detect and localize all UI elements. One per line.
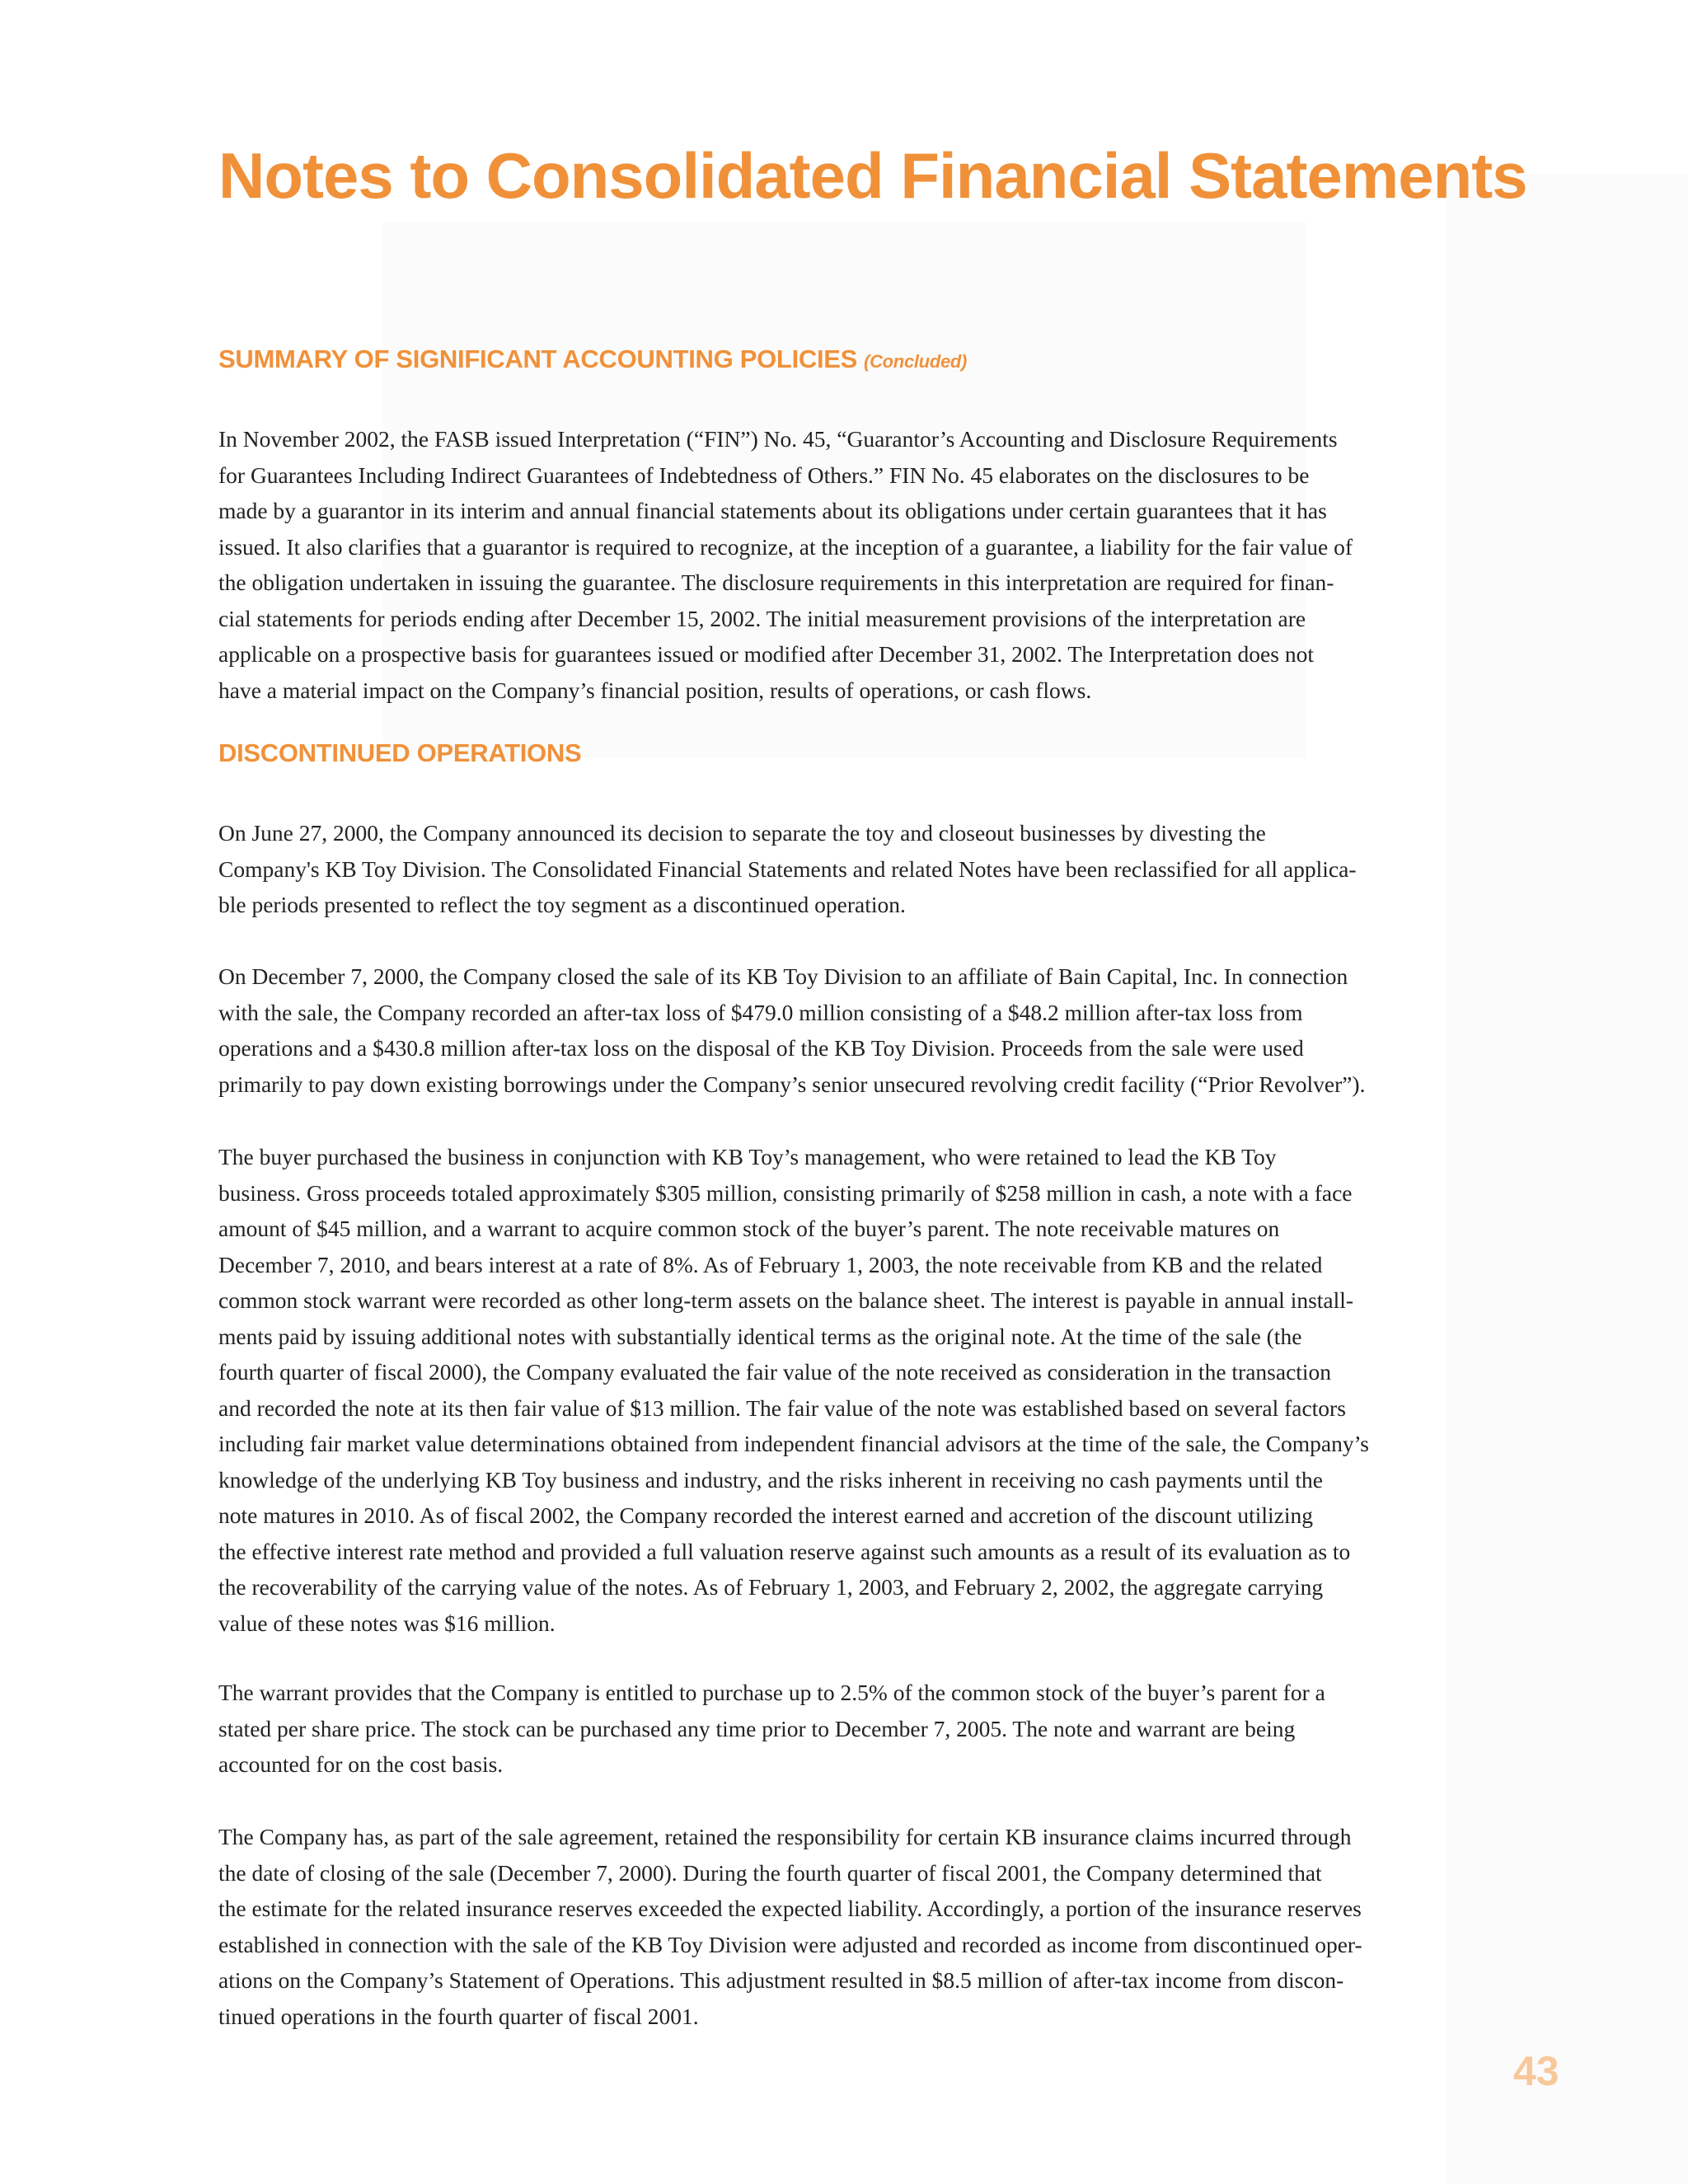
text-line: and recorded the note at its then fair value of $13 million. The fair value of the note was established based on several factors [218, 1394, 1346, 1421]
text-line: for Guarantees Including Indirect Guarantees of Indebtedness of Others.” FIN No. 45 elaborates on the disclosures to be [218, 462, 1310, 488]
text-line: operations and a $430.8 million after-tax loss on the disposal of the KB Toy Division. Proceeds from the sale were used [218, 1035, 1304, 1061]
paragraph-sale-closing [218, 958, 1434, 1102]
paragraph-divestiture-announcement [218, 815, 1434, 923]
text-line: In November 2002, the FASB issued Interpretation (“FIN”) No. 45, “Guarantor’s Accounting and Disclosure Requirements [218, 426, 1338, 452]
paragraph-buyer-note-receivable [218, 1139, 1434, 1641]
page-number: 43 [1513, 2048, 1559, 2094]
text-line: On June 27, 2000, the Company announced its decision to separate the toy and closeout businesses by divesting the [218, 820, 1266, 846]
text-line: Company's KB Toy Division. The Consolidated Financial Statements and related Notes have been reclassified for all applica- [218, 855, 1357, 882]
text-line: amount of $45 million, and a warrant to acquire common stock of the buyer’s parent. The note receivable matures on [218, 1216, 1280, 1241]
text-line: stated per share price. The stock can be purchased any time prior to December 7, 2005. The note and warrant are being [218, 1715, 1296, 1741]
text-line: On December 7, 2000, the Company closed the sale of its KB Toy Division to an affiliate of Bain Capital, Inc. In connection [218, 963, 1348, 989]
text-line: made by a guarantor in its interim and annual financial statements about its obligations under certain guarantees that it has [218, 498, 1327, 523]
paragraph-fin45 [218, 421, 1434, 708]
text-line: December 7, 2010, and bears interest at a rate of 8%. As of February 1, 2003, the note receivable from KB and the related [218, 1251, 1323, 1277]
text-line: the estimate for the related insurance reserves exceeded the expected liability. Accordingly, a portion of the insurance reserves [218, 1896, 1362, 1921]
text-line: ments paid by issuing additional notes with substantially identical terms as the original note. At the time of the sale (the [218, 1323, 1302, 1349]
text-line: the obligation undertaken in issuing the guarantee. The disclosure requirements in this interpretation are required for finan- [218, 569, 1334, 595]
page-title: Notes to Consolidated Financial Statements [218, 139, 1527, 212]
text-line: business. Gross proceeds totaled approximately $305 million, consisting primarily of $258 million in cash, a note with a face [218, 1179, 1353, 1206]
text-line: tinued operations in the fourth quarter of fiscal 2001. [218, 2003, 699, 2029]
text-line: issued. It also clarifies that a guarantor is required to recognize, at the inception of a guarantee, a liability for the fair value of [218, 533, 1353, 560]
text-line: ble periods presented to reflect the toy segment as a discontinued operation. [218, 892, 906, 917]
text-line: primarily to pay down existing borrowings under the Company’s senior unsecured revolving credit facility (“Prior Revolver”). [218, 1071, 1366, 1097]
text-line: common stock warrant were recorded as other long-term assets on the balance sheet. The interest is payable in annual install- [218, 1287, 1354, 1313]
paragraph-warrant [218, 1675, 1434, 1783]
text-line: applicable on a prospective basis for guarantees issued or modified after December 31, 2002. The Interpretation does not [218, 641, 1314, 667]
text-line: ations on the Company’s Statement of Operations. This adjustment resulted in $8.5 million of after-tax income from discon- [218, 1967, 1344, 1993]
text-line: The buyer purchased the business in conjunction with KB Toy’s management, who were retained to lead the KB Toy [218, 1144, 1277, 1169]
text-line: established in connection with the sale of the KB Toy Division were adjusted and recorded as income from discontinued oper- [218, 1931, 1362, 1957]
text-line: the date of closing of the sale (December 7, 2000). During the fourth quarter of fiscal 2001, the Company determined that [218, 1859, 1322, 1886]
text-line: the effective interest rate method and provided a full valuation reserve against such amounts as a result of its evaluation as to [218, 1538, 1351, 1564]
text-line: cial statements for periods ending after December 15, 2002. The initial measurement provisions of the interpretation are [218, 605, 1306, 631]
section-heading-accounting-policies [218, 344, 967, 374]
text-line: The warrant provides that the Company is entitled to purchase up to 2.5% of the common stock of the buyer’s parent for a [218, 1680, 1325, 1705]
section-heading-suffix: (Concluded) [864, 351, 968, 372]
section-heading-discontinued-operations: DISCONTINUED OPERATIONS [218, 738, 582, 767]
text-line: with the sale, the Company recorded an after-tax loss of $479.0 million consisting of a $48.2 million after-tax loss from [218, 999, 1303, 1025]
paragraph-insurance-claims [218, 1819, 1434, 2034]
text-line: have a material impact on the Company’s financial position, results of operations, or cash flows. [218, 677, 1092, 703]
text-line: accounted for on the cost basis. [218, 1751, 504, 1777]
text-line: including fair market value determinations obtained from independent financial advisors at the time of the sale, the Company’s [218, 1431, 1369, 1456]
section-heading-text: SUMMARY OF SIGNIFICANT ACCOUNTING POLICIES [218, 344, 858, 373]
text-line: knowledge of the underlying KB Toy business and industry, and the risks inherent in receiving no cash payments until the [218, 1466, 1323, 1493]
text-line: fourth quarter of fiscal 2000), the Company evaluated the fair value of the note received as consideration in the transaction [218, 1359, 1332, 1385]
text-line: the recoverability of the carrying value of the notes. As of February 1, 2003, and February 2, 2002, the aggregate carrying [218, 1574, 1324, 1600]
text-line: note matures in 2010. As of fiscal 2002, the Company recorded the interest earned and accretion of the discount utilizing [218, 1502, 1314, 1528]
text-line: value of these notes was $16 million. [218, 1610, 556, 1636]
text-line: The Company has, as part of the sale agreement, retained the responsibility for certain KB insurance claims incurred through [218, 1824, 1352, 1849]
background-panel-right [1447, 173, 1688, 2184]
